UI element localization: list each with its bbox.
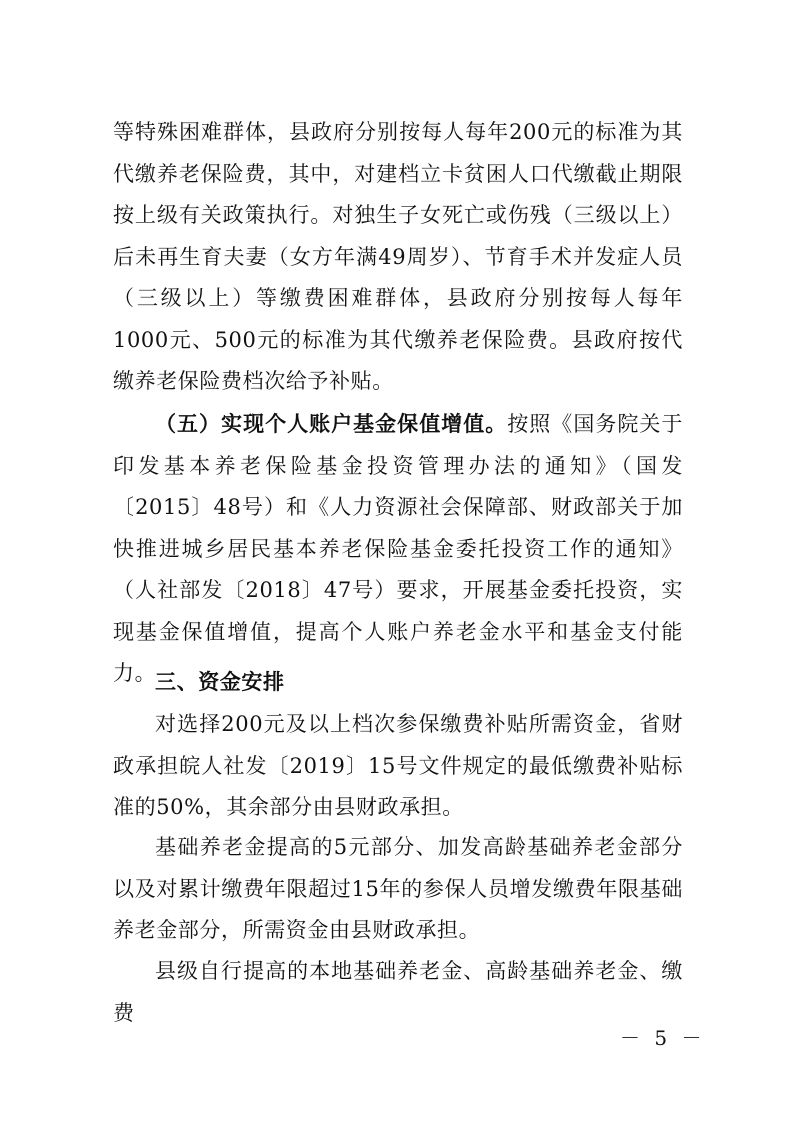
section-heading-funding: 三、资金安排: [155, 670, 285, 694]
paragraph-fund-investment: [113, 403, 683, 695]
paragraph-special-groups: 等特殊困难群体，县政府分别按每人每年200元的标准为其代缴养老保险费，其中，对建档立卡贫困人口代缴截止期限按上级有关政策执行。对独生子女死亡或伤残（三级以上）后未再生育夫妻（女方年满49周岁）、节育手术并发症人员（三级以上）等缴费困难群体，县政府分别按每人每年1000元、500元的标准为其代缴养老保险费。县政府按代缴养老保险费档次给予补贴。: [113, 120, 683, 393]
section-heading-five: （五）实现个人账户基金保值增值。: [155, 411, 508, 436]
paragraph-county-pension: 县级自行提高的本地基础养老金、高龄基础养老金、缴费: [113, 959, 683, 1025]
paragraph-subsidy-funding: 对选择200元及以上档次参保缴费补贴所需资金，省财政承担皖人社发〔2019〕15号文件规定的最低缴费补贴标准的50%，其余部分由县财政承担。: [113, 712, 683, 819]
paragraph-basic-pension-funding: 基础养老金提高的5元部分、加发高龄基础养老金部分以及对累计缴费年限超过15年的参保人员增发缴费年限基础养老金部分，所需资金由县财政承担。: [113, 835, 683, 942]
page-number: － 5 －: [620, 1026, 706, 1050]
paragraph-fund-investment-body: 按照《国务院关于印发基本养老保险基金投资管理办法的通知》（国发〔2015〕48号）和《人力资源社会保障部、财政部关于加快推进城乡居民基本养老保险基金委托投资工作的通知》（人社部发〔2018〕47号）要求，开展基金委托投资，实现基金保值增值，提高个人账户养老金水平和基金支付能力。: [113, 412, 683, 685]
